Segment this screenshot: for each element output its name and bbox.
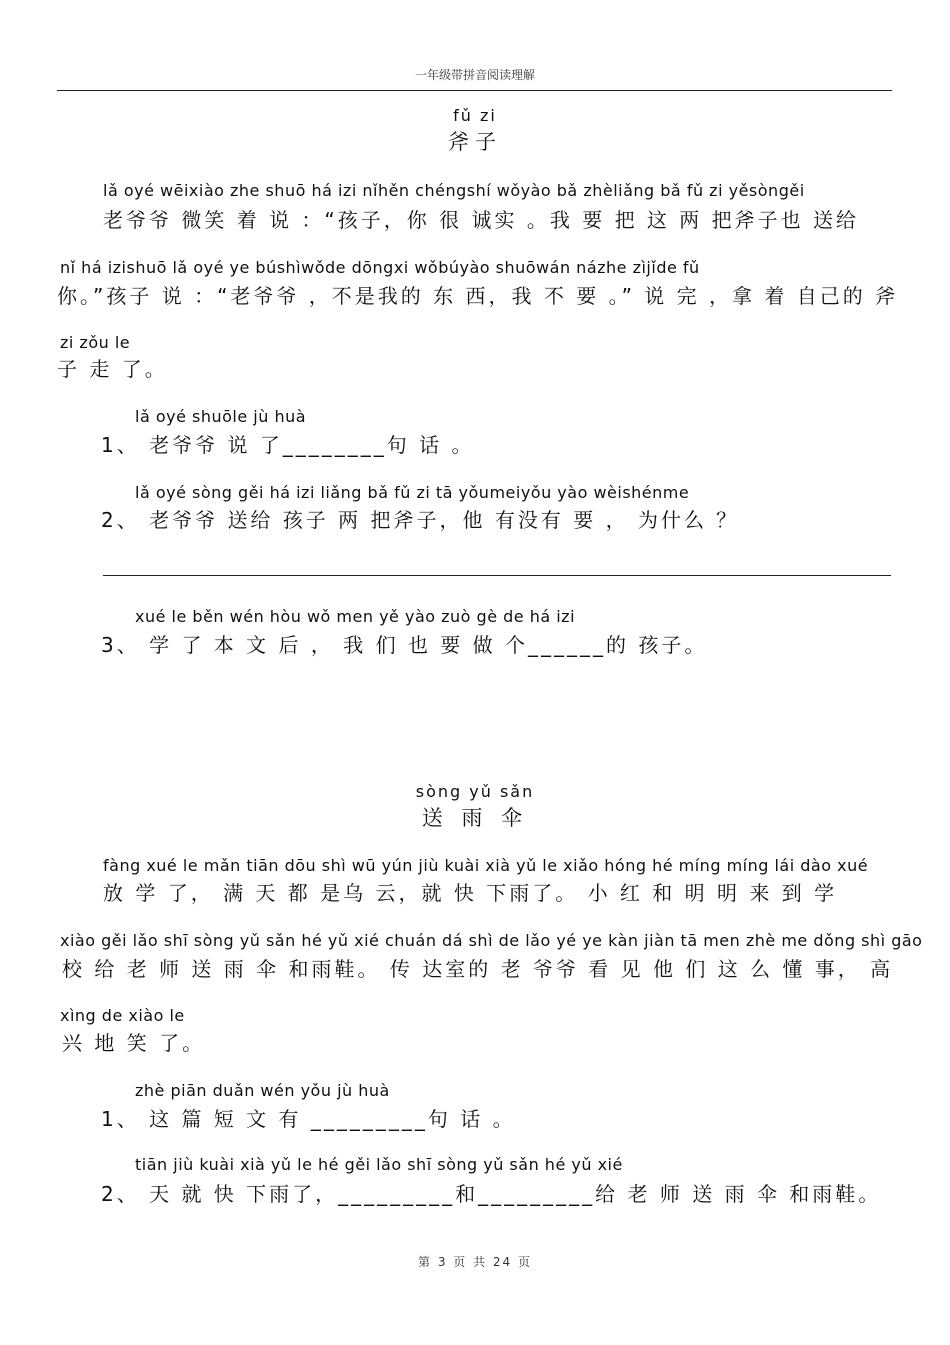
story1-q3-pinyin: xué le běn wén hòu wǒ men yě yào zuò gè de há izi [135, 607, 576, 626]
story1-title-pinyin: fǔ zi [453, 106, 497, 125]
story2-line3-pinyin: xìng de xiào le [60, 1006, 185, 1025]
story1-line1-pinyin: lǎ oyé wēixiào zhe shuō há izi nǐhěn chéngshí wǒyào bǎ zhèliǎng bǎ fǔ zi yěsòngěi [103, 181, 805, 200]
story2-line1-pinyin: fàng xué le mǎn tiān dōu shì wū yún jiù kuài xià yǔ le xiǎo hóng hé míng míng lái dào xué [103, 856, 869, 875]
story2-q2-pinyin: tiān jiù kuài xià yǔ le hé gěi lǎo shī sòng yǔ sǎn hé yǔ xié [135, 1155, 623, 1174]
page-footer: 第 3 页 共 24 页 [418, 1255, 532, 1269]
story1-q2-text: 2、 老爷爷 送给 孩子 两 把斧子，他 有没有 要 ， 为什么 ？ [101, 508, 740, 532]
answer-line [103, 575, 891, 576]
story2-title-pinyin: sòng yǔ sǎn [415, 782, 535, 801]
story1-q1-pinyin: lǎ oyé shuōle jù huà [135, 407, 307, 426]
story1-line2-pinyin: nǐ há izishuō lǎ oyé ye búshìwǒde dōngxi wǒbúyào shuōwán názhe zìjǐde fǔ [60, 258, 700, 277]
story1-line3-text: 子 走 了。 [57, 357, 168, 381]
story1-line1-text: 老爷爷 微笑 着 说 ：“孩子，你 很 诚实 。我 要 把 这 两 把斧子也 送给 [103, 208, 860, 232]
story1-line2-text: 你。”孩子 说 ：“老爷爷 ，不是我的 东 西，我 不 要 。” 说 完 ，拿 着 自己的 斧 [57, 284, 899, 308]
story2-line3-text: 兴 地 笑 了。 [62, 1031, 206, 1055]
story2-line2-pinyin: xiào gěi lǎo shī sòng yǔ sǎn hé yǔ xié chuán dá shì de lǎo yé ye kàn jiàn tā men zhè me dǒng shì gāo [60, 931, 923, 950]
story1-q3-text: 3、 学 了 本 文 后 ， 我 们 也 要 做 个______的 孩子。 [101, 633, 708, 657]
page-header: 一年级带拼音阅读理解 [414, 68, 535, 82]
story1-q1-text: 1、 老爷爷 说 了________句 话 。 [101, 433, 475, 457]
story2-title: 送 雨 伞 [421, 806, 529, 830]
story2-q2-text: 2、 天 就 快 下雨了，_________和_________给 老 师 送 雨 伞 和雨鞋。 [101, 1182, 882, 1206]
header-rule [57, 90, 892, 91]
story2-q1-pinyin: zhè piān duǎn wén yǒu jù huà [135, 1081, 390, 1100]
story2-line1-text: 放 学 了， 满 天 都 是乌 云，就 快 下雨了。 小 红 和 明 明 来 到 学 [103, 881, 838, 905]
story1-q2-pinyin: lǎ oyé sòng gěi há izi liǎng bǎ fǔ zi tā yǒumeiyǒu yào wèishénme [135, 483, 690, 502]
story1-line3-pinyin: zi zǒu le [60, 333, 131, 352]
story2-line2-text: 校 给 老 师 送 雨 伞 和雨鞋。 传 达室的 老 爷爷 看 见 他 们 这 么 懂 事， 高 [62, 957, 894, 981]
story2-q1-text: 1、 这 篇 短 文 有 _________句 话 。 [101, 1107, 516, 1131]
story1-title: 斧子 [448, 130, 502, 154]
